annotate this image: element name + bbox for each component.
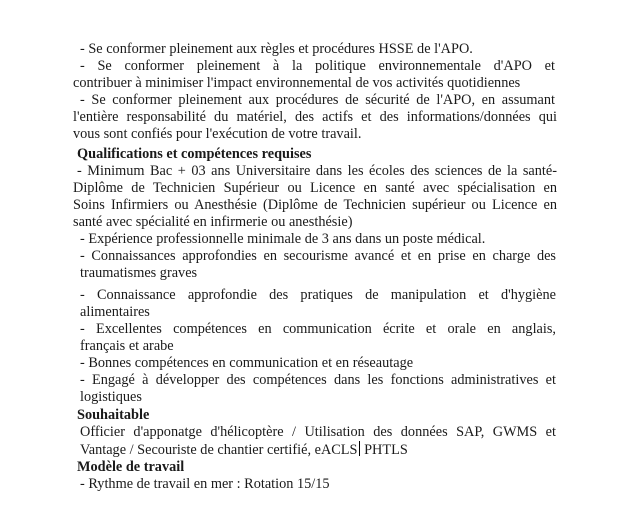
- qualification-line: Diplôme de Technicien Supérieur ou Licence en santé avec spécialisation en: [73, 180, 557, 196]
- qualification-line: - Engagé à développer des compétences dans les fonctions administratives et: [80, 372, 556, 388]
- hsse-item-1: - Se conformer pleinement aux règles et procédures HSSE de l'APO.: [80, 41, 473, 57]
- work-model-line: - Rythme de travail en mer : Rotation 15/15: [80, 476, 330, 492]
- desirable-heading: Souhaitable: [77, 407, 150, 423]
- hsse-item-3-cont: l'entière responsabilité du matériel, des actifs et des informations/données qui: [73, 109, 557, 125]
- text-cursor: [359, 441, 360, 456]
- qualification-line: - Excellentes compétences en communication écrite et orale en anglais,: [80, 321, 556, 337]
- desirable-line-2: [80, 441, 556, 459]
- qualification-line: logistiques: [80, 389, 142, 405]
- desirable-line: Officier d'apponatge d'hélicoptère / Utilisation des données SAP, GWMS et: [80, 424, 556, 440]
- desirable-line-2-end: PHTLS: [360, 442, 408, 458]
- hsse-item-3: - Se conformer pleinement aux procédures de sécurité de l'APO, en assumant: [80, 92, 555, 108]
- qualification-line: - Connaissance approfondie des pratiques de manipulation et d'hygiène: [80, 287, 556, 303]
- hsse-item-2-cont: contribuer à minimiser l'impact environnemental de vos activités quotidiennes: [73, 75, 521, 91]
- qualification-line: traumatismes graves: [80, 265, 198, 281]
- hsse-item-3-cont-2: vous sont confiés pour l'exécution de votre travail.: [73, 126, 362, 142]
- qualification-line: - Bonnes compétences en communication et en réseautage: [80, 355, 414, 371]
- qualification-line: français et arabe: [80, 338, 174, 354]
- qualification-line: santé avec spécialité en infirmerie ou anesthésie): [73, 214, 353, 230]
- hsse-item-2: - Se conformer pleinement à la politique environnementale d'APO et: [80, 58, 555, 74]
- desirable-line-2-text: Vantage / Secouriste de chantier certifié, eACLS: [80, 442, 358, 458]
- qualifications-heading: Qualifications et compétences requises: [77, 146, 312, 162]
- qualification-line: - Minimum Bac + 03 ans Universitaire dans les écoles des sciences de la santé-: [77, 163, 557, 179]
- qualification-line: Soins Infirmiers ou Anesthésie (Diplôme de Technicien supérieur ou Licence en: [73, 197, 557, 213]
- work-model-heading: Modèle de travail: [77, 459, 185, 475]
- qualification-line: - Expérience professionnelle minimale de 3 ans dans un poste médical.: [80, 231, 486, 247]
- qualification-line: alimentaires: [80, 304, 150, 320]
- qualification-line: - Connaissances approfondies en secourisme avancé et en prise en charge des: [80, 248, 556, 264]
